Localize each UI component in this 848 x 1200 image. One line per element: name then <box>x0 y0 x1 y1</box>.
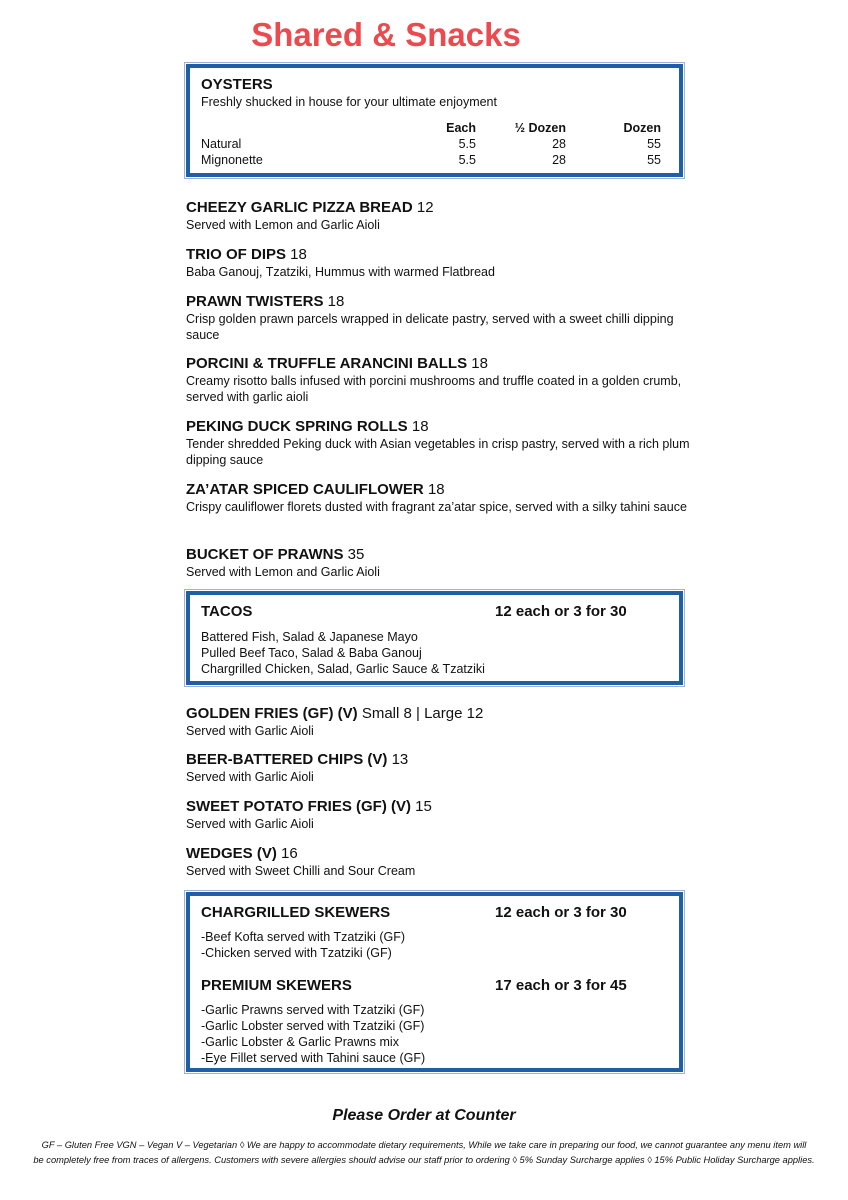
tacos-box <box>186 591 683 685</box>
chargrilled-skewers-list <box>201 929 405 961</box>
item-name: BUCKET OF PRAWNS <box>186 546 344 563</box>
menu-item <box>186 418 696 468</box>
item-name: CHEEZY GARLIC PIZZA BREAD <box>186 199 413 216</box>
disclaimer-line: be completely free from traces of allergens. Customers with severe allergies should advise our staff prior to ordering ◊ 5% Sunday Surcharge applies ◊ 15% Public Holiday Surcharge applies. <box>33 1155 815 1165</box>
oysters-heading: OYSTERS <box>201 76 273 93</box>
item-price: 18 <box>467 355 488 372</box>
item-name: SWEET POTATO FRIES (GF) (V) <box>186 798 411 815</box>
oysters-col-each: Each <box>446 121 476 135</box>
oyster-price-each: 5.5 <box>458 137 476 151</box>
list-item: -Garlic Lobster served with Tzatziki (GF) <box>201 1019 425 1033</box>
list-item: -Garlic Lobster & Garlic Prawns mix <box>201 1035 399 1049</box>
item-description: Crispy cauliflower florets dusted with fragrant za’atar spice, served with a silky tahini sauce <box>186 500 687 514</box>
oyster-price-dozen: 55 <box>647 137 661 151</box>
item-price: 13 <box>387 751 409 768</box>
menu-item <box>186 798 696 832</box>
oyster-name: Mignonette <box>201 153 263 167</box>
item-price: 15 <box>411 798 432 815</box>
menu-item <box>186 246 696 280</box>
menu-item <box>186 481 696 515</box>
skewers-box <box>186 892 683 1072</box>
list-item: Chargrilled Chicken, Salad, Garlic Sauce & Tzatziki <box>201 662 485 676</box>
oyster-price-half: 28 <box>552 153 566 167</box>
item-description: Baba Ganouj, Tzatziki, Hummus with warmed Flatbread <box>186 265 495 279</box>
list-item: -Chicken served with Tzatziki (GF) <box>201 946 392 960</box>
item-name: GOLDEN FRIES (GF) (V) <box>186 705 358 722</box>
list-item: -Eye Fillet served with Tahini sauce (GF) <box>201 1051 426 1065</box>
item-price: 12 <box>412 199 434 216</box>
oyster-price-half: 28 <box>552 137 566 151</box>
disclaimer-line: GF – Gluten Free VGN – Vegan V – Vegetarian ◊ We are happy to accommodate dietary requirements, While we take care in preparing our food, we cannot guarantee any menu item will <box>41 1140 807 1150</box>
premium-skewers-heading: PREMIUM SKEWERS <box>201 977 352 994</box>
chargrilled-skewers-price: 12 each or 3 for 30 <box>495 904 627 921</box>
item-name: BEER-BATTERED CHIPS (V) <box>186 751 388 768</box>
oysters-box <box>186 64 683 177</box>
dietary-disclaimer <box>10 1138 838 1168</box>
oysters-subtitle: Freshly shucked in house for your ultimate enjoyment <box>201 95 497 109</box>
item-description: Creamy risotto balls infused with porcini mushrooms and truffle coated in a golden crumb, served with garlic aioli <box>186 374 682 404</box>
oysters-header-blank <box>201 120 401 136</box>
item-description: Served with Lemon and Garlic Aioli <box>186 565 380 579</box>
item-price: 16 <box>276 845 298 862</box>
item-price: 35 <box>343 546 365 563</box>
menu-item <box>186 199 696 233</box>
item-name: TRIO OF DIPS <box>186 246 287 263</box>
table-row <box>201 152 661 168</box>
item-description: Served with Lemon and Garlic Aioli <box>186 218 380 232</box>
oysters-col-half-dozen: ½ Dozen <box>514 121 566 135</box>
table-row <box>201 136 661 152</box>
menu-item <box>186 705 696 739</box>
item-description: Tender shredded Peking duck with Asian vegetables in crisp pastry, served with a rich plum dipping sauce <box>186 437 690 467</box>
list-item: -Beef Kofta served with Tzatziki (GF) <box>201 930 405 944</box>
item-name: WEDGES (V) <box>186 845 277 862</box>
chargrilled-skewers-heading: CHARGRILLED SKEWERS <box>201 904 391 921</box>
menu-item <box>186 751 696 785</box>
order-note: Please Order at Counter <box>332 1107 516 1124</box>
oysters-header-row <box>201 120 661 136</box>
menu-item <box>186 845 696 879</box>
item-description: Served with Garlic Aioli <box>186 770 314 784</box>
oysters-col-dozen: Dozen <box>623 121 661 135</box>
menu-item <box>186 293 696 343</box>
item-price: 18 <box>323 293 345 310</box>
item-name: PEKING DUCK SPRING ROLLS <box>186 418 408 435</box>
oyster-name: Natural <box>201 137 242 151</box>
item-description: Served with Garlic Aioli <box>186 724 314 738</box>
item-name: PRAWN TWISTERS <box>186 293 324 310</box>
premium-skewers-list <box>201 1002 425 1066</box>
list-item: Battered Fish, Salad & Japanese Mayo <box>201 630 418 644</box>
item-price: 18 <box>423 481 445 498</box>
tacos-heading: TACOS <box>201 603 253 620</box>
tacos-price: 12 each or 3 for 30 <box>495 603 627 620</box>
premium-skewers-price: 17 each or 3 for 45 <box>495 977 627 994</box>
item-price: 18 <box>407 418 429 435</box>
item-price: Small 8 | Large 12 <box>357 705 484 722</box>
oyster-price-each: 5.5 <box>458 153 476 167</box>
oysters-price-table <box>201 120 661 168</box>
menu-item <box>186 355 696 405</box>
list-item: Pulled Beef Taco, Salad & Baba Ganouj <box>201 646 422 660</box>
item-description: Served with Garlic Aioli <box>186 817 314 831</box>
menu-item <box>186 546 696 580</box>
oyster-price-dozen: 55 <box>647 153 661 167</box>
item-description: Served with Sweet Chilli and Sour Cream <box>186 864 416 878</box>
page-title: Shared & Snacks <box>251 16 521 53</box>
list-item: -Garlic Prawns served with Tzatziki (GF) <box>201 1003 425 1017</box>
item-name: ZA’ATAR SPICED CAULIFLOWER <box>186 481 424 498</box>
item-description: Crisp golden prawn parcels wrapped in delicate pastry, served with a sweet chilli dipping sauce <box>186 312 674 342</box>
item-price: 18 <box>286 246 307 263</box>
tacos-list <box>201 629 485 677</box>
item-name: PORCINI & TRUFFLE ARANCINI BALLS <box>186 355 468 372</box>
